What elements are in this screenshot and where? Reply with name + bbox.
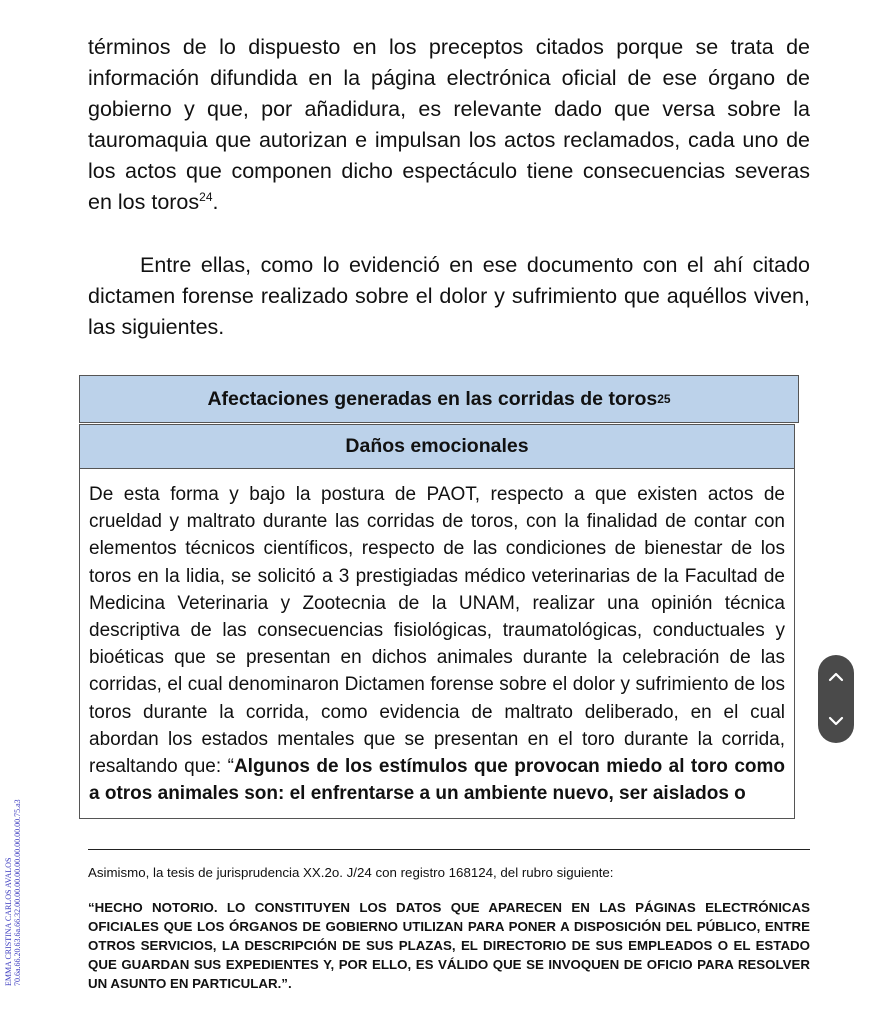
footnote-1: Asimismo, la tesis de jurisprudencia XX.2o. J/24 con registro 168124, del rubro siguiente: [88,865,614,880]
paragraph-1-text: términos de lo dispuesto en los preceptos citados porque se trata de información difundida en la página electrónica oficial de ese órgano de gobierno y que, por añadidura, es relevante dado que versa sobre la tauromaquia que autorizan e impulsan los actos reclamados, cada uno de los actos que componen dicho espectáculo tiene consecuencias severas en los toros [88,35,810,214]
table-body-text [89,481,785,807]
footnote-divider [88,849,810,850]
chevron-down-icon [828,716,844,726]
table-title-row: Afectaciones generadas en las corridas de toros 25 [79,375,799,423]
body-paragraph-2: Entre ellas, como lo evidenció en ese documento con el ahí citado dictamen forense realizado sobre el dolor y sufrimiento que aquéllos viven, las siguientes. [88,253,810,339]
chevron-up-icon [828,672,844,682]
table-title: Afectaciones generadas en las corridas de toros [207,387,658,410]
page-navigation [818,655,854,743]
table-section-row [79,424,795,469]
footnote-ref-24[interactable]: 24 [199,189,213,204]
signature-name: EMMA CRISTINA CARLOS AVALOS [4,857,13,986]
page-up-button[interactable] [821,662,851,692]
table-text-bold: Algunos de los estímulos que provocan miedo al toro como a otros animales son: el enfrentarse a un ambiente nuevo, ser aislados o [89,756,785,805]
table-text-plain: De esta forma y bajo la postura de PAOT, respecto a que existen actos de crueldad y maltrato durante las corridas de toros, con la finalidad de contar con elementos técnicos científicos, respecto de las condiciones de bienestar de los toros en la lidia, se solicitó a 3 prestigiadas médico veterinarias de la Facultad de Medicina Veterinaria y Zootecnia de la UNAM, realizar una opinión técnica descriptiva de las consecuencias fisiológicas, traumatológicas, conductuales y bioéticas que se presentan en dichos animales durante la celebración de las corridas, el cual denominaron Dictamen forense sobre el dolor y sufrimiento de los toros durante la corrida, como evidencia de maltrato deliberado, en el cual abordan los estados mentales que se presentan en el toro durante la corrida, resaltando que: “ [89,484,785,778]
table-section-title: Daños emocionales [345,435,529,457]
signature-stamp [4,760,26,986]
signature-serial: 70.6a.66.20.63.6a.66.32.00.00.00.00.00.00.00.00.00.75.a3 [13,799,22,986]
paragraph-1-end: . [212,190,219,214]
page-down-button[interactable] [821,706,851,736]
footnote-2: “HECHO NOTORIO. LO CONSTITUYEN LOS DATOS QUE APARECEN EN LAS PÁGINAS ELECTRÓNICAS OFICIALES QUE LOS ÓRGANOS DE GOBIERNO UTILIZAN PARA PONER A DISPOSICIÓN DEL PÚBLICO, ENTRE OTROS SERVICIOS, LA DESCRIPCIÓN DE SUS PLAZAS, EL DIRECTORIO DE SUS EMPLEADOS O EL ESTADO QUE GUARDAN SUS EXPEDIENTES Y, POR ELLO, ES VÁLIDO QUE SE INVOQUEN DE OFICIO PARA RESOLVER UN ASUNTO EN PARTICULAR.”. [88,900,810,991]
table-body-cell [79,469,795,819]
body-paragraph-1 [88,32,810,218]
